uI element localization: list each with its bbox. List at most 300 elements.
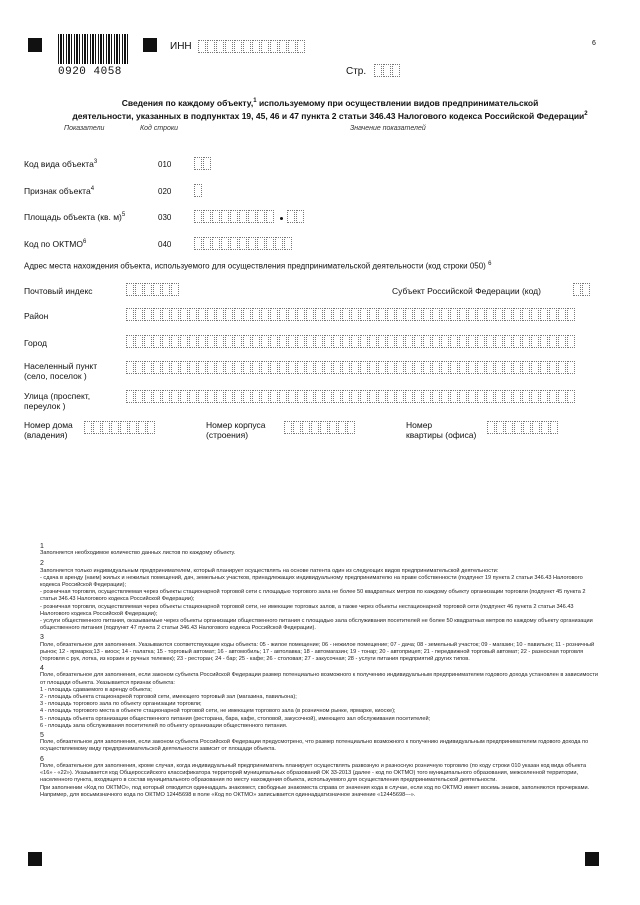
char-cell[interactable] — [162, 390, 170, 403]
char-cell[interactable] — [405, 390, 413, 403]
char-cell[interactable] — [514, 421, 522, 434]
char-cell[interactable] — [487, 421, 495, 434]
char-cell[interactable] — [225, 40, 233, 53]
char-cell[interactable] — [225, 361, 233, 374]
building-field[interactable] — [284, 421, 356, 434]
char-cell[interactable] — [414, 390, 422, 403]
char-cell[interactable] — [135, 390, 143, 403]
char-cell[interactable] — [540, 361, 548, 374]
char-cell[interactable] — [171, 308, 179, 321]
char-cell[interactable] — [266, 237, 274, 250]
char-cell[interactable] — [297, 40, 305, 53]
char-cell[interactable] — [189, 335, 197, 348]
char-cell[interactable] — [306, 390, 314, 403]
char-cell[interactable] — [311, 421, 319, 434]
char-cell[interactable] — [243, 335, 251, 348]
char-cell[interactable] — [198, 361, 206, 374]
char-cell[interactable] — [315, 361, 323, 374]
char-cell[interactable] — [207, 390, 215, 403]
char-cell[interactable] — [153, 283, 161, 296]
char-cell[interactable] — [198, 335, 206, 348]
house-label: Номер дома (владения) — [24, 420, 73, 440]
char-cell[interactable] — [252, 335, 260, 348]
char-cell[interactable] — [342, 335, 350, 348]
char-cell[interactable] — [374, 64, 382, 77]
char-cell[interactable] — [203, 157, 211, 170]
char-cell[interactable] — [459, 390, 467, 403]
char-cell[interactable] — [189, 308, 197, 321]
char-cell[interactable] — [144, 308, 152, 321]
postal-code-field[interactable] — [126, 283, 180, 296]
char-cell[interactable] — [504, 308, 512, 321]
char-cell[interactable] — [486, 308, 494, 321]
char-cell[interactable] — [342, 308, 350, 321]
char-cell[interactable] — [414, 308, 422, 321]
char-cell[interactable] — [171, 390, 179, 403]
char-cell[interactable] — [486, 335, 494, 348]
char-cell[interactable] — [360, 308, 368, 321]
char-cell[interactable] — [144, 283, 152, 296]
char-cell[interactable] — [450, 308, 458, 321]
char-cell[interactable] — [194, 184, 202, 197]
char-cell[interactable] — [212, 237, 220, 250]
char-cell[interactable] — [153, 308, 161, 321]
char-cell[interactable] — [396, 335, 404, 348]
char-cell[interactable] — [496, 421, 504, 434]
char-cell[interactable] — [212, 210, 220, 223]
char-cell[interactable] — [333, 308, 341, 321]
char-cell[interactable] — [252, 40, 260, 53]
char-cell[interactable] — [194, 157, 202, 170]
char-cell[interactable] — [540, 390, 548, 403]
char-cell[interactable] — [549, 390, 557, 403]
corner-marker-top-left — [28, 38, 42, 52]
house-field[interactable] — [84, 421, 156, 434]
char-cell[interactable] — [207, 335, 215, 348]
char-cell[interactable] — [522, 361, 530, 374]
char-cell[interactable] — [477, 361, 485, 374]
char-cell[interactable] — [360, 361, 368, 374]
char-cell[interactable] — [495, 361, 503, 374]
char-cell[interactable] — [306, 308, 314, 321]
char-cell[interactable] — [459, 335, 467, 348]
char-cell[interactable] — [279, 308, 287, 321]
char-cell[interactable] — [450, 335, 458, 348]
char-cell[interactable] — [180, 361, 188, 374]
char-cell[interactable] — [320, 421, 328, 434]
char-cell[interactable] — [432, 390, 440, 403]
char-cell[interactable] — [432, 308, 440, 321]
char-cell[interactable] — [423, 335, 431, 348]
char-cell[interactable] — [194, 210, 202, 223]
object-sign-field[interactable] — [194, 184, 203, 197]
char-cell[interactable] — [387, 390, 395, 403]
char-cell[interactable] — [234, 335, 242, 348]
char-cell[interactable] — [171, 361, 179, 374]
char-cell[interactable] — [234, 361, 242, 374]
char-cell[interactable] — [387, 335, 395, 348]
char-cell[interactable] — [221, 210, 229, 223]
char-cell[interactable] — [153, 390, 161, 403]
char-cell[interactable] — [126, 335, 134, 348]
char-cell[interactable] — [450, 390, 458, 403]
char-cell[interactable] — [477, 390, 485, 403]
char-cell[interactable] — [234, 308, 242, 321]
char-cell[interactable] — [270, 308, 278, 321]
char-cell[interactable] — [333, 335, 341, 348]
char-cell[interactable] — [216, 390, 224, 403]
char-cell[interactable] — [369, 390, 377, 403]
char-cell[interactable] — [582, 283, 590, 296]
char-cell[interactable] — [138, 421, 146, 434]
char-cell[interactable] — [189, 390, 197, 403]
char-cell[interactable] — [567, 308, 575, 321]
char-cell[interactable] — [144, 361, 152, 374]
char-cell[interactable] — [378, 390, 386, 403]
char-cell[interactable] — [396, 361, 404, 374]
char-cell[interactable] — [558, 390, 566, 403]
char-cell[interactable] — [198, 390, 206, 403]
building-label: Номер корпуса (строения) — [206, 420, 266, 440]
char-cell[interactable] — [329, 421, 337, 434]
char-cell[interactable] — [333, 361, 341, 374]
char-cell[interactable] — [261, 361, 269, 374]
settlement-field[interactable] — [126, 361, 576, 374]
char-cell[interactable] — [315, 308, 323, 321]
char-cell[interactable] — [468, 390, 476, 403]
char-cell[interactable] — [513, 361, 521, 374]
char-cell[interactable] — [432, 361, 440, 374]
object-sign-label: Признак объекта$^4$ — [24, 186, 95, 196]
char-cell[interactable] — [378, 308, 386, 321]
char-cell[interactable] — [144, 390, 152, 403]
char-cell[interactable] — [147, 421, 155, 434]
char-cell[interactable] — [153, 361, 161, 374]
char-cell[interactable] — [351, 335, 359, 348]
char-cell[interactable] — [302, 421, 310, 434]
char-cell[interactable] — [162, 283, 170, 296]
char-cell[interactable] — [270, 335, 278, 348]
char-cell[interactable] — [531, 335, 539, 348]
char-cell[interactable] — [423, 390, 431, 403]
char-cell[interactable] — [207, 361, 215, 374]
char-cell[interactable] — [135, 308, 143, 321]
char-cell[interactable] — [486, 361, 494, 374]
char-cell[interactable] — [432, 335, 440, 348]
char-cell[interactable] — [387, 361, 395, 374]
char-cell[interactable] — [243, 308, 251, 321]
char-cell[interactable] — [207, 308, 215, 321]
district-field[interactable] — [126, 308, 576, 321]
char-cell[interactable] — [230, 237, 238, 250]
char-cell[interactable] — [522, 335, 530, 348]
char-cell[interactable] — [342, 390, 350, 403]
char-cell[interactable] — [360, 390, 368, 403]
char-cell[interactable] — [541, 421, 549, 434]
char-cell[interactable] — [531, 390, 539, 403]
char-cell[interactable] — [207, 40, 215, 53]
char-cell[interactable] — [239, 210, 247, 223]
char-cell[interactable] — [504, 361, 512, 374]
char-cell[interactable] — [315, 335, 323, 348]
char-cell[interactable] — [540, 308, 548, 321]
char-cell[interactable] — [216, 40, 224, 53]
char-cell[interactable] — [532, 421, 540, 434]
char-cell[interactable] — [180, 335, 188, 348]
char-cell[interactable] — [257, 210, 265, 223]
char-cell[interactable] — [93, 421, 101, 434]
char-cell[interactable] — [234, 390, 242, 403]
char-cell[interactable] — [171, 335, 179, 348]
char-cell[interactable] — [423, 361, 431, 374]
char-cell[interactable] — [135, 283, 143, 296]
char-cell[interactable] — [324, 308, 332, 321]
footnote-4: 4 Поле, обязательное для заполнения, если законом субъекта Российской Федерации размер потенциально возможного к получению индивидуальным предпринимателем годового дохода установлен в зависимости от площади объекта. Указывается признак объекта: 1 - площадь сдаваемого в аренду объекта; 2 - площадь объекта стационарной торговой сети, имеющего торговый зал (магазина, павильона); 3 - площадь торгового зала по объекту организации торговли; 4 - площадь торгового места в объекте стационарной торговой сети, не имеющем торгового зала (в розничном рынке, ярмарке, киоске); 5 - площадь объекта организации общественного питания (ресторана, бара, кафе, столовой, закусочной), имеющего зал обслуживания посетителей; 6 - площадь зала обслуживания посетителей по объекту организации общественного питания. — [40, 665, 598, 729]
char-cell[interactable] — [369, 361, 377, 374]
char-cell[interactable] — [248, 210, 256, 223]
char-cell[interactable] — [84, 421, 92, 434]
char-cell[interactable] — [261, 335, 269, 348]
char-cell[interactable] — [450, 361, 458, 374]
char-cell[interactable] — [495, 308, 503, 321]
char-cell[interactable] — [505, 421, 513, 434]
char-cell[interactable] — [558, 361, 566, 374]
char-cell[interactable] — [216, 361, 224, 374]
char-cell[interactable] — [288, 390, 296, 403]
char-cell[interactable] — [504, 390, 512, 403]
char-cell[interactable] — [477, 335, 485, 348]
footnote-5: 5 Поле, обязательное для заполнения, если законом субъекта Российской Федерации предусмотрено, что размер потенциально возможного к получению индивидуальным предпринимателем годового дохода по осуществляемому виду предпринимательской деятельности зависит от площади объекта. — [40, 732, 589, 753]
char-cell[interactable] — [257, 237, 265, 250]
char-cell[interactable] — [266, 210, 274, 223]
char-cell[interactable] — [405, 335, 413, 348]
char-cell[interactable] — [567, 390, 575, 403]
title-line1: Сведения по каждому объекту, — [121, 97, 254, 108]
char-cell[interactable] — [221, 237, 229, 250]
char-cell[interactable] — [120, 421, 128, 434]
char-cell[interactable] — [477, 308, 485, 321]
char-cell[interactable] — [369, 335, 377, 348]
char-cell[interactable] — [549, 335, 557, 348]
char-cell[interactable] — [549, 361, 557, 374]
char-cell[interactable] — [252, 390, 260, 403]
column-code: Код строки — [140, 125, 179, 132]
char-cell[interactable] — [558, 308, 566, 321]
char-cell[interactable] — [180, 308, 188, 321]
char-cell[interactable] — [203, 210, 211, 223]
char-cell[interactable] — [243, 40, 251, 53]
char-cell[interactable] — [531, 361, 539, 374]
region-code-field[interactable] — [573, 283, 591, 296]
char-cell[interactable] — [180, 390, 188, 403]
char-cell[interactable] — [468, 308, 476, 321]
char-cell[interactable] — [297, 390, 305, 403]
char-cell[interactable] — [324, 335, 332, 348]
char-cell[interactable] — [347, 421, 355, 434]
char-cell[interactable] — [441, 335, 449, 348]
char-cell[interactable] — [522, 308, 530, 321]
char-cell[interactable] — [468, 361, 476, 374]
flat-field[interactable] — [487, 421, 559, 434]
char-cell[interactable] — [111, 421, 119, 434]
char-cell[interactable] — [171, 283, 179, 296]
oktmo-field[interactable] — [194, 237, 293, 250]
char-cell[interactable] — [324, 361, 332, 374]
char-cell[interactable] — [405, 308, 413, 321]
char-cell[interactable] — [284, 421, 292, 434]
char-cell[interactable] — [297, 335, 305, 348]
char-cell[interactable] — [459, 361, 467, 374]
char-cell[interactable] — [414, 335, 422, 348]
char-cell[interactable] — [270, 40, 278, 53]
char-cell[interactable] — [522, 390, 530, 403]
char-cell[interactable] — [279, 361, 287, 374]
char-cell[interactable] — [495, 390, 503, 403]
char-cell[interactable] — [284, 237, 292, 250]
char-cell[interactable] — [495, 335, 503, 348]
char-cell[interactable] — [351, 390, 359, 403]
char-cell[interactable] — [441, 361, 449, 374]
char-cell[interactable] — [333, 390, 341, 403]
char-cell[interactable] — [216, 335, 224, 348]
char-cell[interactable] — [567, 361, 575, 374]
char-cell[interactable] — [261, 308, 269, 321]
char-cell[interactable] — [513, 390, 521, 403]
char-cell[interactable] — [135, 361, 143, 374]
char-cell[interactable] — [270, 390, 278, 403]
char-cell[interactable] — [288, 335, 296, 348]
char-cell[interactable] — [288, 308, 296, 321]
char-cell[interactable] — [396, 390, 404, 403]
char-cell[interactable] — [194, 237, 202, 250]
char-cell[interactable] — [153, 335, 161, 348]
char-cell[interactable] — [441, 390, 449, 403]
char-cell[interactable] — [324, 390, 332, 403]
char-cell[interactable] — [531, 308, 539, 321]
char-cell[interactable] — [189, 361, 197, 374]
char-cell[interactable] — [239, 237, 247, 250]
char-cell[interactable] — [126, 308, 134, 321]
char-cell[interactable] — [459, 308, 467, 321]
char-cell[interactable] — [126, 283, 134, 296]
char-cell[interactable] — [423, 308, 431, 321]
char-cell[interactable] — [369, 308, 377, 321]
char-cell[interactable] — [293, 421, 301, 434]
char-cell[interactable] — [351, 361, 359, 374]
char-cell[interactable] — [243, 390, 251, 403]
object-type-field[interactable] — [194, 157, 212, 170]
char-cell[interactable] — [378, 335, 386, 348]
char-cell[interactable] — [351, 308, 359, 321]
char-cell[interactable] — [162, 335, 170, 348]
char-cell[interactable] — [504, 335, 512, 348]
char-cell[interactable] — [198, 40, 206, 53]
char-cell[interactable] — [513, 308, 521, 321]
char-cell[interactable] — [342, 361, 350, 374]
char-cell[interactable] — [296, 210, 304, 223]
char-cell[interactable] — [306, 361, 314, 374]
char-cell[interactable] — [216, 308, 224, 321]
char-cell[interactable] — [162, 308, 170, 321]
char-cell[interactable] — [261, 390, 269, 403]
char-cell[interactable] — [252, 308, 260, 321]
object-area-code: 030 — [158, 213, 172, 222]
char-cell[interactable] — [315, 390, 323, 403]
char-cell[interactable] — [234, 40, 242, 53]
char-cell[interactable] — [135, 335, 143, 348]
char-cell[interactable] — [306, 335, 314, 348]
char-cell[interactable] — [288, 40, 296, 53]
char-cell[interactable] — [144, 335, 152, 348]
char-cell[interactable] — [414, 361, 422, 374]
char-cell[interactable] — [550, 421, 558, 434]
char-cell[interactable] — [129, 421, 137, 434]
char-cell[interactable] — [203, 237, 211, 250]
char-cell[interactable] — [297, 308, 305, 321]
object-area-decimal-field[interactable] — [287, 210, 305, 223]
char-cell[interactable] — [558, 335, 566, 348]
street-field[interactable] — [126, 390, 576, 403]
char-cell[interactable] — [387, 308, 395, 321]
char-cell[interactable] — [288, 361, 296, 374]
char-cell[interactable] — [248, 237, 256, 250]
page-number-field[interactable] — [374, 64, 401, 77]
char-cell[interactable] — [549, 308, 557, 321]
char-cell[interactable] — [243, 361, 251, 374]
char-cell[interactable] — [513, 335, 521, 348]
char-cell[interactable] — [567, 335, 575, 348]
char-cell[interactable] — [270, 361, 278, 374]
char-cell[interactable] — [225, 390, 233, 403]
char-cell[interactable] — [338, 421, 346, 434]
city-field[interactable] — [126, 335, 576, 348]
char-cell[interactable] — [468, 335, 476, 348]
char-cell[interactable] — [523, 421, 531, 434]
char-cell[interactable] — [383, 64, 391, 77]
column-indicators: Показатели — [64, 125, 105, 132]
char-cell[interactable] — [441, 308, 449, 321]
object-type-label: Код вида объекта$^3$ — [24, 159, 98, 169]
char-cell[interactable] — [252, 361, 260, 374]
char-cell[interactable] — [540, 335, 548, 348]
char-cell[interactable] — [360, 335, 368, 348]
char-cell[interactable] — [162, 361, 170, 374]
char-cell[interactable] — [396, 308, 404, 321]
char-cell[interactable] — [126, 390, 134, 403]
char-cell[interactable] — [230, 210, 238, 223]
char-cell[interactable] — [126, 361, 134, 374]
char-cell[interactable] — [279, 390, 287, 403]
char-cell[interactable] — [279, 335, 287, 348]
char-cell[interactable] — [275, 237, 283, 250]
char-cell[interactable] — [102, 421, 110, 434]
char-cell[interactable] — [378, 361, 386, 374]
char-cell[interactable] — [225, 335, 233, 348]
char-cell[interactable] — [287, 210, 295, 223]
char-cell[interactable] — [198, 308, 206, 321]
corner-marker-bottom-right — [585, 852, 599, 866]
char-cell[interactable] — [573, 283, 581, 296]
char-cell[interactable] — [405, 361, 413, 374]
inn-field[interactable] — [198, 40, 306, 53]
char-cell[interactable] — [279, 40, 287, 53]
char-cell[interactable] — [486, 390, 494, 403]
char-cell[interactable] — [261, 40, 269, 53]
char-cell[interactable] — [225, 308, 233, 321]
object-area-field[interactable] — [194, 210, 275, 223]
char-cell[interactable] — [297, 361, 305, 374]
char-cell[interactable] — [392, 64, 400, 77]
